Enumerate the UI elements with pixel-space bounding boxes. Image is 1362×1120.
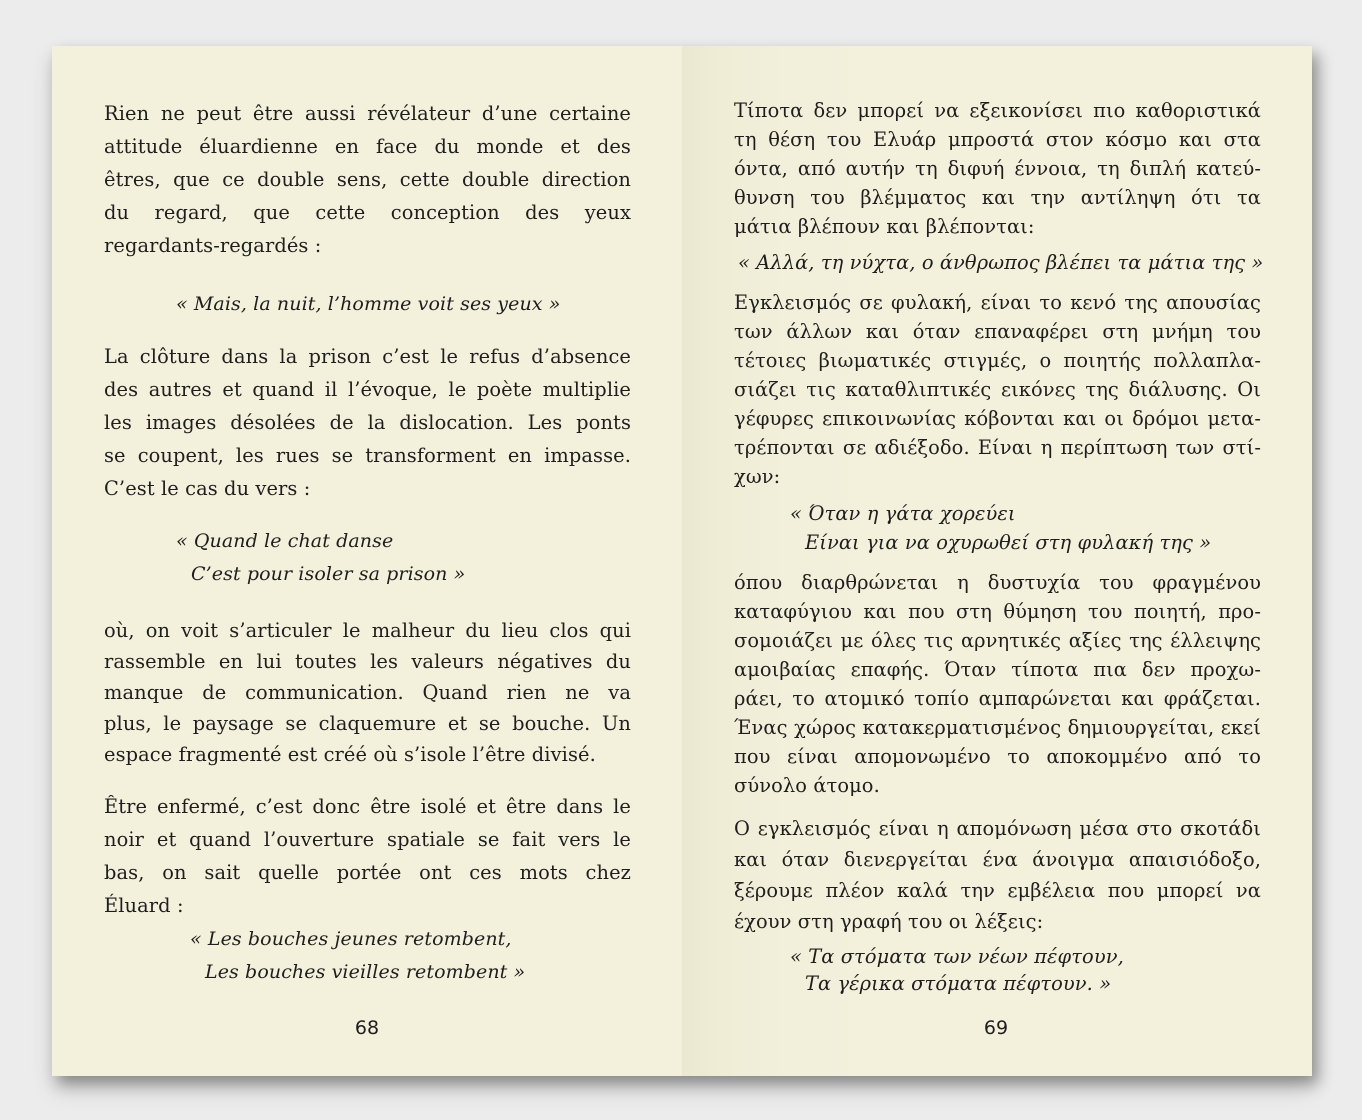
- quote-line: Είναι για να οχυρωθεί στη φυλακή της »: [805, 531, 1212, 554]
- quote-line: « Τα στόματα των νέων πέφτουν,: [790, 945, 1124, 968]
- text-line: σύνολο άτομο.: [734, 774, 880, 797]
- text-line: τρέπονται σε αδιέξοδο. Είναι η περίπτωση των στί-: [734, 436, 1261, 459]
- text-line: du regard, que cette conception des yeux: [104, 201, 631, 224]
- text-line: αμοιβαίας επαφής. Όταν τίποτα πια δεν προχω-: [734, 658, 1261, 681]
- text-line: rassemble en lui toutes les valeurs négatives du: [104, 650, 631, 673]
- left-page: [52, 46, 682, 1076]
- text-line: C’est le cas du vers :: [104, 477, 311, 500]
- text-line: les images désolées de la dislocation. Les ponts: [104, 411, 631, 434]
- text-line: έχουν στη γραφή του οι λέξεις:: [734, 910, 1044, 933]
- text-line: και όταν διενεργείται ένα άνοιγμα απαισιόδοξο,: [734, 848, 1261, 871]
- quote-line: « Όταν η γάτα χορεύει: [790, 502, 1016, 525]
- text-line: où, on voit s’articuler le malheur du lieu clos qui: [104, 619, 631, 642]
- text-line: Τίποτα δεν μπορεί να εξεικονίσει πιο καθοριστικά: [734, 99, 1261, 122]
- right-page: [682, 46, 1312, 1076]
- text-line: θυνση του βλέμματος και την αντίληψη ότι τα: [734, 186, 1261, 209]
- text-line: Être enfermé, c’est donc être isolé et être dans le: [104, 795, 631, 818]
- quote-line: « Αλλά, τη νύχτα, ο άνθρωπος βλέπει τα μάτια της »: [738, 251, 1264, 274]
- text-line: που είναι απομονωμένο το αποκομμένο από το: [734, 745, 1261, 768]
- text-line: se coupent, les rues se transforment en impasse.: [104, 444, 631, 467]
- quote-line: « Mais, la nuit, l’homme voit ses yeux »: [176, 293, 561, 315]
- text-line: των άλλων και όταν επαναφέρει στη μνήμη του: [734, 320, 1261, 343]
- text-line: χων:: [734, 465, 781, 488]
- quote-line: « Quand le chat danse: [176, 530, 394, 552]
- text-line: plus, le paysage se claquemure et se bouche. Un: [104, 712, 631, 735]
- text-line: Éluard :: [104, 894, 184, 917]
- text-line: Ένας χώρος κατακερματισμένος δημιουργείται, εκεί: [734, 716, 1261, 739]
- text-line: τέτοιες βιωματικές στιγμές, ο ποιητής πολλαπλα-: [734, 349, 1261, 372]
- text-line: La clôture dans la prison c’est le refus d’absence: [104, 345, 631, 368]
- text-line: espace fragmenté est créé où s’isole l’être divisé.: [104, 743, 596, 766]
- text-line: ξέρουμε πλέον καλά την εμβέλεια που μπορεί να: [734, 879, 1261, 902]
- page-number: 68: [354, 1017, 380, 1039]
- text-line: Εγκλεισμός σε φυλακή, είναι το κενό της απουσίας: [734, 291, 1261, 314]
- quote-line: « Les bouches jeunes retombent,: [190, 928, 512, 950]
- quote-line: Les bouches vieilles retombent »: [205, 961, 526, 983]
- text-line: τη θέση του Ελυάρ μπροστά στον κόσμο και στα: [734, 128, 1261, 151]
- text-line: μάτια βλέπουν και βλέπονται:: [734, 215, 1035, 238]
- book-spread: [52, 46, 1312, 1076]
- text-line: êtres, que ce double sens, cette double direction: [104, 168, 631, 191]
- quote-line: C’est pour isoler sa prison »: [191, 563, 466, 585]
- text-line: ράει, το ατομικό τοπίο αμπαρώνεται και φράζεται.: [734, 687, 1261, 710]
- text-line: σομοιάζει με όλες τις αρνητικές αξίες της έλλειψης: [734, 629, 1261, 652]
- text-line: regardants-regardés :: [104, 234, 322, 257]
- text-line: όντα, από αυτήν τη διφυή έννοια, τη διπλή κατεύ-: [734, 157, 1261, 180]
- text-line: manque de communication. Quand rien ne va: [104, 681, 631, 704]
- text-line: όπου διαρθρώνεται η δυστυχία του φραγμένου: [734, 571, 1261, 594]
- text-line: noir et quand l’ouverture spatiale se fait vers le: [104, 828, 631, 851]
- text-line: Ο εγκλεισμός είναι η απομόνωση μέσα στο σκοτάδι: [734, 817, 1261, 840]
- text-line: attitude éluardienne en face du monde et des: [104, 135, 631, 158]
- quote-line: Τα γέρικα στόματα πέφτουν. »: [805, 972, 1112, 995]
- text-line: γέφυρες επικοινωνίας κόβονται και οι δρόμοι μετα-: [734, 407, 1261, 430]
- text-line: des autres et quand il l’évoque, le poète multiplie: [104, 378, 631, 401]
- page-number: 69: [983, 1017, 1009, 1039]
- text-line: bas, on sait quelle portée ont ces mots chez: [104, 861, 631, 884]
- text-line: καταφύγιου και που στη θύμηση του ποιητή, προ-: [734, 600, 1261, 623]
- text-line: Rien ne peut être aussi révélateur d’une certaine: [104, 102, 631, 125]
- text-line: σιάζει τις καταθλιπτικές εικόνες της διάλυσης. Οι: [734, 378, 1261, 401]
